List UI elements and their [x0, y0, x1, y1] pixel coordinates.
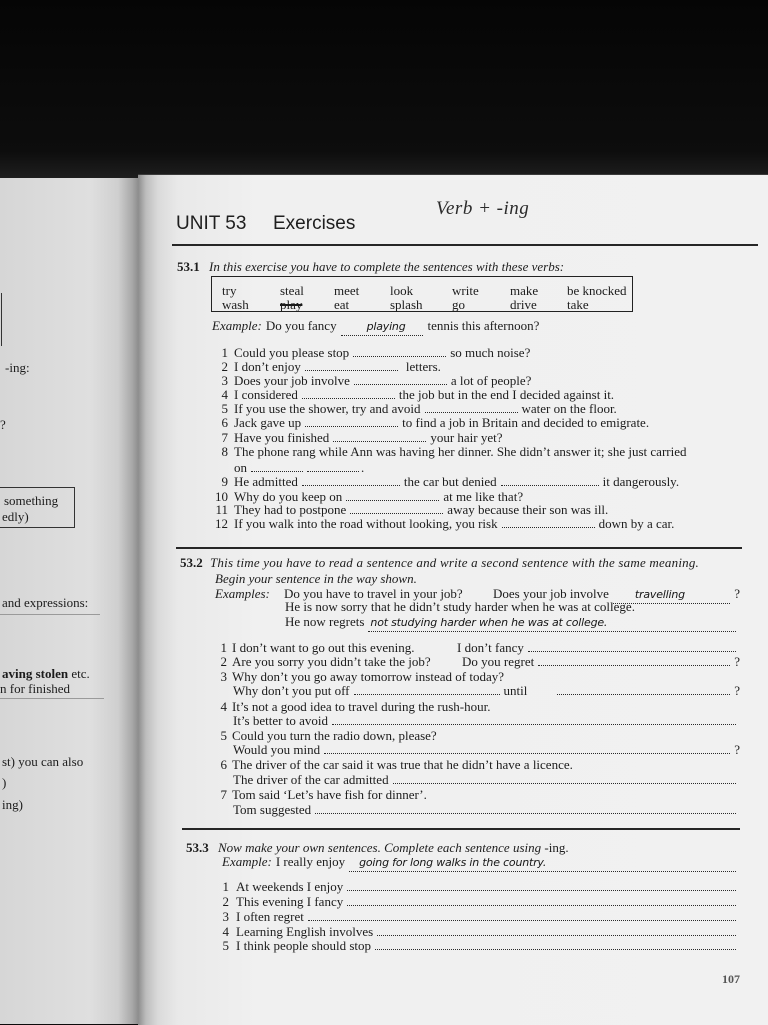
item-number: 1	[221, 345, 228, 360]
answer-blank-filled	[341, 318, 424, 336]
verb-box	[211, 276, 633, 312]
item-number: 5	[220, 728, 227, 743]
answer-blank	[333, 431, 426, 442]
item-prompt: I think people should stop	[236, 938, 372, 953]
answer-blank	[350, 503, 443, 514]
item-text: so much noise?	[450, 345, 531, 360]
item-number: 4	[221, 387, 228, 402]
item-text: He admitted	[234, 474, 298, 489]
item-number: 9	[221, 474, 228, 489]
verb: steal	[280, 283, 304, 298]
example-sentence: He is now sorry that he didn’t study harder when he was at college.	[285, 599, 635, 614]
exercise-number: 53.3	[186, 840, 209, 855]
answer-blank	[375, 939, 736, 950]
answer-blank	[502, 517, 595, 528]
item-text: water on the floor.	[521, 401, 617, 416]
exercise-instruction: Begin your sentence in the way shown.	[215, 571, 417, 586]
item-number: 11	[215, 502, 228, 517]
item-sentence: The driver of the car said it was true that he didn’t have a licence.	[232, 757, 573, 772]
example-text: Do you fancy	[265, 318, 337, 333]
item-text: a lot of people?	[450, 373, 532, 388]
item-text: I don’t enjoy	[234, 359, 301, 374]
exercise-header	[177, 259, 564, 275]
handwritten-answer: going for long walks in the country.	[359, 856, 547, 869]
verb: splash	[390, 297, 423, 312]
answer-blank	[305, 360, 398, 371]
verb: take	[567, 297, 589, 312]
answer-blank	[501, 475, 599, 486]
exercise-header	[180, 555, 699, 571]
item-text: If you walk into the road without looking, you risk	[234, 516, 498, 531]
exercise-item	[208, 415, 649, 431]
item-text: to find a job in Britain and decided to emigrate.	[402, 415, 650, 430]
verb: wash	[222, 297, 249, 312]
left-fragment: edly)	[2, 509, 29, 524]
item-text: at me like that?	[443, 489, 524, 504]
exercise-number: 53.1	[177, 259, 200, 274]
item-number: 6	[221, 415, 228, 430]
item-text: Does your job involve	[234, 373, 350, 388]
answer-blank	[332, 714, 736, 725]
item-prompt: At weekends I enjoy	[236, 879, 344, 894]
answer-blank	[538, 655, 730, 666]
item-text: I considered	[234, 387, 298, 402]
item-text: Could you please stop	[234, 345, 350, 360]
answer-blank	[393, 773, 736, 784]
item-number: 7	[221, 430, 228, 445]
item-sentence: It’s not a good idea to travel during the rush-hour.	[232, 699, 491, 714]
item-text: Jack gave up	[234, 415, 302, 430]
item-prompt: Why don’t you put off	[233, 683, 350, 698]
item-prompt: This evening I fancy	[236, 894, 344, 909]
answer-blank	[305, 416, 398, 427]
verb: eat	[334, 297, 350, 312]
item-prompt: Would you mind	[233, 742, 321, 757]
verb: make	[510, 283, 539, 298]
item-sentence: Are you sorry you didn’t take the job?	[232, 654, 431, 669]
exercise-item-rewrite	[233, 802, 740, 818]
item-number: 1	[220, 640, 227, 655]
verb: try	[222, 283, 237, 298]
handwritten-note: Verb + -ing	[436, 198, 530, 219]
line-end: ?	[734, 683, 740, 698]
answer-blank	[315, 803, 736, 814]
answer-blank	[308, 910, 736, 921]
left-fragment: and expressions:	[2, 595, 89, 610]
example-text: tennis this afternoon?	[427, 318, 540, 333]
exercise-item-rewrite	[233, 772, 740, 788]
exercise-item	[222, 894, 740, 910]
item-text: They had to postpone	[234, 502, 347, 517]
heading-rule	[172, 244, 758, 246]
answer-blank	[302, 475, 400, 486]
handwritten-answer: playing	[366, 320, 406, 333]
left-fragment: ing)	[2, 797, 23, 812]
verb: go	[452, 297, 465, 312]
exercise-instruction: In this exercise you have to complete the sentences with these verbs:	[209, 259, 565, 274]
item-number: 7	[220, 787, 227, 802]
verb: meet	[334, 283, 360, 298]
item-text: it dangerously.	[602, 474, 680, 489]
exercise-item	[215, 787, 427, 803]
item-text: down by a car.	[598, 516, 675, 531]
item-prompt: Tom suggested	[233, 802, 312, 817]
left-fragment-bold: aving stolen	[2, 666, 69, 681]
item-number: 10	[215, 489, 228, 504]
item-text: Why do you keep on	[234, 489, 343, 504]
item-number: 4	[222, 924, 229, 939]
answer-blank	[251, 461, 303, 472]
verb: write	[452, 283, 479, 298]
exercise-item	[215, 654, 740, 670]
exercise-item	[208, 444, 687, 460]
left-fragment-rest: etc.	[71, 666, 90, 681]
handwritten-answer: not studying harder when he was at college.	[370, 616, 608, 629]
section-rule	[176, 547, 742, 549]
exercise-instruction-suffix: -ing.	[544, 840, 569, 855]
item-number: 2	[220, 654, 227, 669]
handwritten-answer: travelling	[634, 588, 685, 601]
item-number: 8	[221, 444, 228, 459]
left-fragment: -ing:	[5, 360, 30, 375]
answer-blank	[353, 346, 446, 357]
verb: be knocked	[567, 283, 627, 298]
item-prompt-middle: until	[503, 683, 528, 698]
exercise-item	[208, 474, 679, 490]
exercise-item-rewrite	[233, 713, 740, 729]
exercise-item-rewrite	[233, 683, 740, 699]
item-number: 6	[220, 757, 227, 772]
item-number: 12	[215, 516, 228, 531]
left-fragment: )	[2, 775, 7, 790]
answer-blank	[302, 388, 395, 399]
answer-blank	[346, 490, 439, 501]
exercise-item	[222, 909, 740, 925]
item-sentence: Why don’t you go away tomorrow instead of today?	[232, 669, 504, 684]
item-sentence: Could you turn the radio down, please?	[232, 728, 437, 743]
item-number: 1	[222, 879, 229, 894]
answer-blank	[557, 684, 730, 695]
exercise-item-rewrite	[233, 742, 740, 758]
line-end: ?	[734, 586, 740, 601]
exercise-item	[215, 757, 573, 773]
examples-label: Examples:	[215, 586, 270, 601]
verb: look	[390, 283, 414, 298]
example-label: Example:	[212, 318, 262, 333]
item-number: 5	[222, 938, 229, 953]
item-prompt: I don’t fancy	[457, 640, 524, 655]
answer-blank	[354, 374, 447, 385]
answer-blank	[324, 743, 730, 754]
item-text: on	[234, 460, 247, 475]
exercise-item	[222, 938, 740, 954]
item-prompt: I often regret	[236, 909, 304, 924]
item-text: Have you finished	[234, 430, 330, 445]
answer-blank	[377, 925, 736, 936]
unit-title: Exercises	[273, 213, 356, 234]
item-text: The phone rang while Ann was having her dinner. She didn’t answer it; she just carried	[234, 444, 687, 459]
item-text: the car but denied	[403, 474, 497, 489]
example-line	[212, 318, 539, 336]
verb-crossed-out: play	[280, 297, 303, 312]
item-prompt: The driver of the car admitted	[233, 772, 389, 787]
example-prompt: I really enjoy	[275, 854, 346, 869]
item-text: If you use the shower, try and avoid	[234, 401, 421, 416]
item-prompt: Learning English involves	[236, 924, 374, 939]
item-number: 3	[220, 669, 227, 684]
item-text: away because their son was ill.	[447, 502, 609, 517]
item-number: 5	[221, 401, 228, 416]
item-number: 2	[222, 894, 229, 909]
left-fragment: n for finished	[0, 681, 71, 696]
line-end: ?	[734, 742, 740, 757]
item-text: letters.	[405, 359, 441, 374]
item-prompt: It’s better to avoid	[233, 713, 328, 728]
left-fragment: st) you can also	[2, 754, 84, 769]
item-text: your hair yet?	[430, 430, 503, 445]
answer-blank-filled	[368, 614, 736, 632]
section-rule	[182, 828, 740, 830]
example-line	[222, 854, 740, 872]
item-prompt: Do you regret	[462, 654, 535, 669]
item-text: the job but in the end I decided against it.	[398, 387, 615, 402]
answer-blank	[354, 684, 500, 695]
item-number: 2	[221, 359, 228, 374]
example-line	[285, 614, 740, 632]
exercise-item	[222, 879, 740, 895]
answer-blank	[307, 461, 359, 472]
item-number: 3	[222, 909, 229, 924]
unit-number: UNIT 53	[176, 213, 247, 234]
answer-blank	[425, 402, 518, 413]
verb: drive	[510, 297, 537, 312]
example-prompt: Does your job involve	[493, 586, 609, 601]
example-label: Example:	[222, 854, 272, 869]
exercise-item	[208, 516, 674, 532]
page-number: 107	[722, 972, 740, 986]
exercise-instruction: Now make your own sentences. Complete each sentence using	[218, 840, 542, 855]
item-number: 3	[221, 373, 228, 388]
item-sentence: I don’t want to go out this evening.	[232, 640, 415, 655]
example-sentence: Do you have to travel in your job?	[284, 586, 463, 601]
left-fragment: ?	[0, 417, 6, 432]
answer-blank	[347, 895, 736, 906]
exercise-number: 53.2	[180, 555, 203, 570]
left-fragment: something	[4, 493, 59, 508]
answer-blank	[347, 880, 736, 891]
exercise-instruction: This time you have to read a sentence and write a second sentence with the same meaning.	[210, 555, 699, 570]
item-number: 4	[220, 699, 227, 714]
answer-blank	[528, 641, 736, 652]
example-prompt: He now regrets	[285, 614, 365, 629]
line-end: ?	[734, 654, 740, 669]
answer-blank-filled	[349, 854, 736, 872]
item-sentence: Tom said ‘Let’s have fish for dinner’.	[232, 787, 427, 802]
item-text: .	[361, 460, 365, 475]
